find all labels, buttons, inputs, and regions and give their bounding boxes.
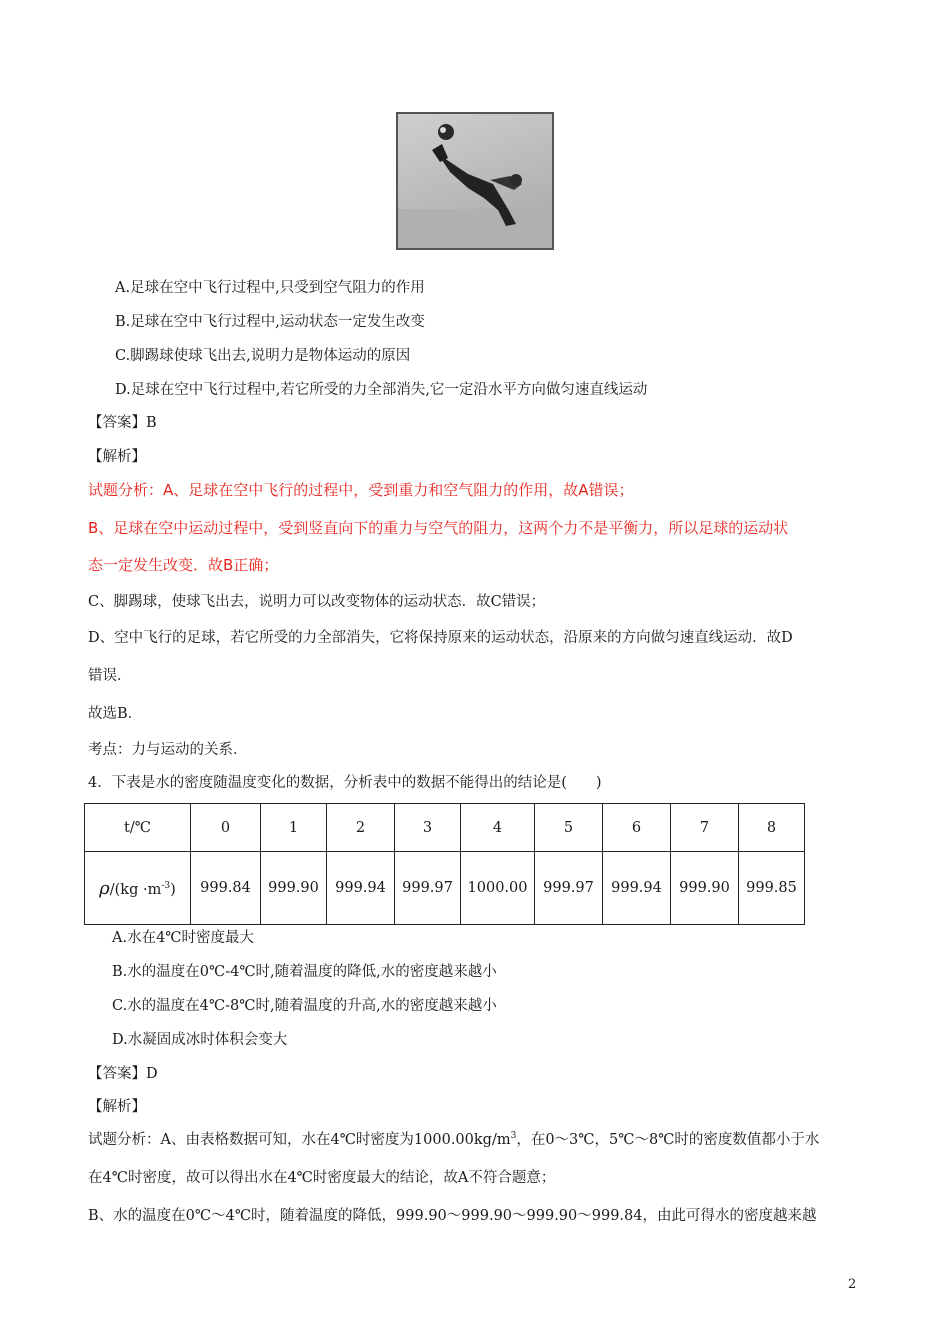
q3-option-a: A.足球在空中飞行过程中,只受到空气阻力的作用 [115, 280, 425, 296]
density-header [85, 852, 191, 925]
rho-symbol: ρ [99, 877, 110, 899]
q4-option-d: D.水凝固成冰时体积会变大 [112, 1032, 288, 1048]
q3-analysis-c: C、脚踢球，使球飞出去，说明力可以改变物体的运动状态．故C错误； [88, 594, 546, 610]
density-cell: 999.90 [671, 852, 739, 925]
water-density-table [84, 803, 805, 925]
temp-cell: 8 [739, 804, 805, 852]
density-row [85, 852, 805, 925]
q3-option-d: D.足球在空中飞行过程中,若它所受的力全部消失,它一定沿水平方向做匀速直线运动 [115, 382, 648, 398]
q3-analysis-red-3: 态一定发生改变．故B正确； [88, 556, 279, 574]
temp-cell: 4 [461, 804, 535, 852]
q3-topic: 考点：力与运动的关系． [88, 742, 248, 758]
temp-cell: 3 [395, 804, 461, 852]
density-cell: 1000.00 [461, 852, 535, 925]
football-kick-photo [396, 112, 554, 250]
q4-analysis-a-text-cont: ，在0～3℃，5℃～8℃时的密度数值都小于水 [516, 1132, 820, 1148]
q3-analysis-red-2: B、足球在空中运动过程中，受到竖直向下的重力与空气的阻力，这两个力不是平衡力，所以足球的运动状 [88, 519, 789, 537]
q4-analysis-a [88, 1130, 819, 1150]
q3-analysis-d: D、空中飞行的足球，若它所受的力全部消失，它将保持原来的运动状态，沿原来的方向做匀速直线运动．故D [88, 630, 793, 646]
temp-cell: 5 [535, 804, 603, 852]
temp-cell: 7 [671, 804, 739, 852]
density-unit-exponent: -3 [161, 880, 171, 891]
temperature-header: t/℃ [85, 804, 191, 852]
q3-analysis-label: 【解析】 [88, 449, 146, 465]
football-kick-illustration [398, 114, 552, 248]
temp-cell: 0 [191, 804, 261, 852]
density-cell: 999.84 [191, 852, 261, 925]
q3-analysis-red-1: 试题分析：A、足球在空中飞行的过程中，受到重力和空气阻力的作用，故A错误； [88, 481, 634, 499]
density-cell: 999.97 [395, 852, 461, 925]
density-cell: 999.90 [261, 852, 327, 925]
q3-option-b: B.足球在空中飞行过程中,运动状态一定发生改变 [115, 314, 425, 330]
page-number: 2 [848, 1277, 857, 1292]
density-cell: 999.94 [327, 852, 395, 925]
q3-option-c: C.脚踢球使球飞出去,说明力是物体运动的原因 [115, 348, 411, 364]
q4-stem: 4．下表是水的密度随温度变化的数据，分析表中的数据不能得出的结论是( ) [88, 775, 602, 791]
q4-option-b: B.水的温度在0℃-4℃时,随着温度的降低,水的密度越来越小 [112, 964, 497, 980]
density-cell: 999.94 [603, 852, 671, 925]
temperature-row [85, 804, 805, 852]
q4-option-c: C.水的温度在4℃-8℃时,随着温度的升高,水的密度越来越小 [112, 998, 497, 1014]
density-cell: 999.97 [535, 852, 603, 925]
cubic-exponent: 3 [510, 1131, 517, 1142]
density-cell: 999.85 [739, 852, 805, 925]
q4-analysis-label: 【解析】 [88, 1099, 146, 1115]
density-unit-close: ) [170, 881, 176, 898]
q4-analysis-a-cont: 在4℃时密度，故可以得出水在4℃时密度最大的结论，故A不符合题意； [88, 1170, 556, 1186]
q4-answer: 【答案】D [88, 1066, 158, 1082]
temp-cell: 1 [261, 804, 327, 852]
q4-option-a: A.水在4℃时密度最大 [112, 930, 255, 946]
temp-cell: 6 [603, 804, 671, 852]
q3-conclusion: 故选B． [88, 706, 143, 722]
q3-answer: 【答案】B [88, 415, 157, 431]
q4-analysis-b: B、水的温度在0℃～4℃时，随着温度的降低，999.90～999.90～999.90～999.84，由此可得水的密度越来越 [88, 1208, 817, 1224]
density-unit: /(kg ·m [109, 881, 162, 898]
q3-analysis-d-cont: 错误． [88, 668, 132, 684]
temp-cell: 2 [327, 804, 395, 852]
q4-analysis-a-text: 试题分析：A、由表格数据可知，水在4℃时密度为1000.00kg/m [88, 1132, 511, 1148]
